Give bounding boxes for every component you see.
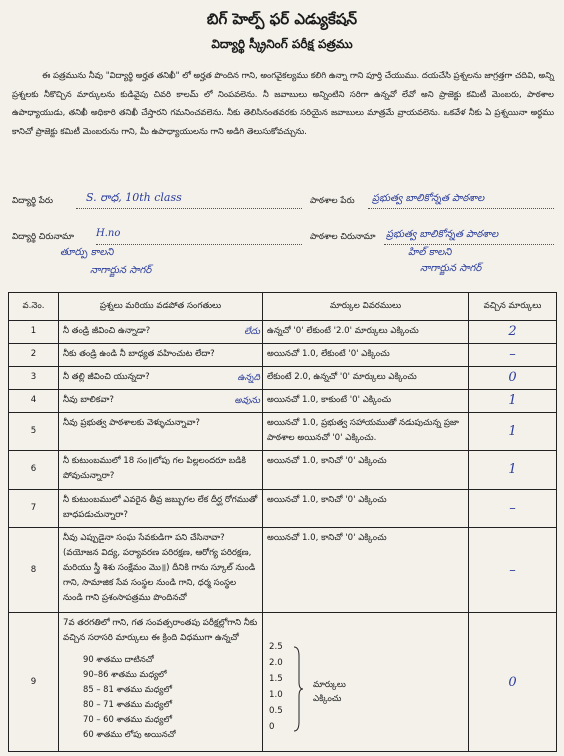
question-text: 7వ తరగతిలో గాని, గత సంవత్సరాంతపు పరీక్షల్లోగాని నీకు వచ్చిన సరాసరి మార్కులు ఈ క్రింది విధముగా ఉన్నచో	[63, 618, 258, 644]
row-score: 2	[469, 321, 557, 344]
student-address-value-1: H.no	[96, 228, 121, 239]
question-text: నీవు బాలికవా?	[63, 394, 114, 405]
row-marks-rule: అయినచో 1.0, ప్రభుత్వ సహాయముతో నడుపుచున్న ప్రజా పాఠశాల అయినచో '0' ఎక్కించు.	[263, 412, 469, 451]
question-text: నీవు ఎప్పుడైనా సంఘ సేవకుడిగా పని చేసినావా? (వయోజన విద్య, పర్యావరణ పరిరక్షణ, ఆరోగ్య పరిరక్షణ, మరియు స్త్రీ శిశు సంక్షేమం మొ॥) దీనికి గాను స్కూల్ నుండి గాని, సామాజిక సేవ సంస్థల నుండి గాని, ధర్మ సంస్థల నుండి గాని ప్రశంసాపత్రము పొందినచో	[63, 533, 256, 604]
row-marks-rule: ఉన్నచో '0' లేకుంటే '2.0' మార్కులు ఎక్కించు	[263, 321, 469, 344]
row-question	[59, 412, 263, 451]
percentage-bands	[83, 652, 258, 742]
row-number: 6	[9, 451, 59, 490]
table-row	[9, 389, 557, 412]
school-address-label: పాఠశాల చిరునామా	[310, 232, 376, 242]
table-header-row	[9, 293, 557, 321]
row-question	[59, 613, 263, 752]
form-subtitle: విద్యార్థి స్క్రీనింగ్ పరీక్ష పత్రము	[211, 37, 353, 51]
question-text: నీ తల్లి జీవించి యున్నదా?	[63, 371, 150, 382]
row-number: 9	[9, 613, 59, 752]
student-address-label: విద్యార్థి చిరునామా	[12, 232, 74, 242]
handwritten-note: ఉన్నది	[237, 372, 260, 383]
handwritten-note: అవును	[234, 395, 260, 406]
student-name-line	[76, 208, 302, 209]
col-header-serial: వ.నెం.	[9, 293, 59, 321]
school-name-label: పాఠశాల పేరు	[310, 196, 355, 206]
row-marks-rule: లేకుంటే 2.0, ఉన్నచో '0' మార్కులు ఎక్కించు	[263, 366, 469, 389]
row-marks-rule: అయినచో 1.0, కాకుంటే '0' ఎక్కించు	[263, 389, 469, 412]
scale-value: 1.5	[269, 674, 283, 685]
row-question	[59, 366, 263, 389]
student-address-value-2: తూర్పు కాలని	[60, 247, 114, 258]
row-number: 3	[9, 366, 59, 389]
question-text: నీ తండ్రి జీవించి ఉన్నాడా?	[63, 326, 151, 336]
row-number: 8	[9, 528, 59, 613]
row-marks-rule: అయినచో 1.0, లేకుంటే '0' ఎక్కించు	[263, 343, 469, 366]
table-row	[9, 451, 557, 490]
table-row	[9, 412, 557, 451]
school-name-value: ప్రభుత్వ బాలికోన్నత పాఠశాల	[372, 193, 485, 204]
handwritten-note: లేదు	[244, 327, 260, 337]
row-score: 0	[469, 366, 557, 389]
student-name-label: విద్యార్థి పేరు	[12, 196, 53, 206]
scale-label-line: మార్కులు	[313, 680, 346, 691]
band-item: 80 – 71 శాతము మధ్యలో	[83, 699, 172, 710]
row-marks-rule: అయినచో 1.0, కానిచో '0' ఎక్కించు	[263, 528, 469, 613]
scale-value: 0	[269, 722, 275, 733]
row-question	[59, 321, 263, 344]
row-number: 2	[9, 343, 59, 366]
row-question	[59, 343, 263, 366]
row-score: 1	[469, 389, 557, 412]
school-name-line	[368, 208, 554, 209]
table-row	[9, 366, 557, 389]
col-header-marks-obtained: వచ్చిన మార్కులు	[469, 293, 557, 321]
right-brace-icon	[293, 646, 303, 732]
scale-value: 2.5	[269, 642, 283, 653]
student-name-value: S. రాధ, 10th class	[86, 191, 182, 204]
table-row	[9, 489, 557, 528]
row-number: 5	[9, 412, 59, 451]
question-text: నీవు ప్రభుత్వ పాఠశాలకు వెళ్ళుచున్నావా?	[63, 417, 200, 428]
col-header-marks-details: మార్కుల వివరములు	[263, 293, 469, 321]
question-text: నీకు తండ్రి ఉండి నీ బాధ్యత వహించుట లేదా?	[63, 348, 215, 359]
scale-value: 0.5	[269, 706, 283, 717]
row-question	[59, 489, 263, 528]
band-item: 85 – 81 శాతము మధ్యలో	[83, 684, 172, 695]
question-text: నీ కుటుంబములో ఎవరైన తీవ్ర జబ్బుగల లేక దీర్ఘ రోగముతో బాధపడుచున్నారా?	[63, 494, 258, 520]
school-address-value-3: నాగార్జున సాగర్	[420, 263, 482, 274]
col-header-questions: ప్రశ్నలు మరియు వడపోత సంగతులు	[59, 293, 263, 321]
student-address-value-3: నాగార్జున సాగర్	[90, 265, 152, 276]
row-score: 1	[469, 412, 557, 451]
row-score: –	[469, 528, 557, 613]
row-score: 0	[469, 613, 557, 752]
band-item: 70 – 60 శాతము మధ్యలో	[83, 714, 172, 725]
marks-scale	[267, 640, 464, 733]
table-row	[9, 321, 557, 344]
row-number: 1	[9, 321, 59, 344]
row-number: 4	[9, 389, 59, 412]
row-score: 1	[469, 451, 557, 490]
row-marks-rule	[263, 613, 469, 752]
school-address-value-2: హిల్ కాలని	[408, 247, 452, 258]
row-marks-rule: అయినచో 1.0, కానిచో '0' ఎక్కించు	[263, 451, 469, 490]
band-item: 60 శాతము లోపు అయినచో	[83, 729, 176, 740]
row-score: –	[469, 489, 557, 528]
question-text: నీ కుటుంబములో 18 సం॥లోపు గల పిల్లలందరూ బడికి పోవుచున్నారా?	[63, 456, 247, 482]
row-number: 7	[9, 489, 59, 528]
row-score: –	[469, 343, 557, 366]
form-title: బిగ్ హెల్ప్ ఫర్ ఎడ్యుకేషన్	[206, 10, 358, 28]
band-item: 90 శాతము దాటినచో	[83, 654, 154, 665]
scale-value: 2.0	[269, 658, 283, 669]
table-row	[9, 613, 557, 752]
row-question	[59, 451, 263, 490]
row-question	[59, 528, 263, 613]
scale-value: 1.0	[269, 690, 283, 701]
band-item: 90–86 శాతము మధ్యలో	[83, 669, 167, 680]
row-question	[59, 389, 263, 412]
student-address-line	[96, 244, 302, 245]
table-row	[9, 528, 557, 613]
table-row	[9, 343, 557, 366]
scale-label-line: ఎక్కించు	[313, 694, 342, 705]
school-address-line	[384, 244, 554, 245]
instructions-paragraph: ఈ పత్రమును నీవు "విద్యార్థి అర్హత తనిఖీ" లో అర్హత పొందిన గాని, అంగవైకల్యము కలిగి ఉన్నా గాని పూర్తి చేయుము. దయచేసి ప్రశ్నలను జాగ్రత్తగా చదివి, అన్ని ప్రశ్నలకు నీకొచ్చిన మార్కులను కుడివైపు చివరి కాలమ్ లో నింపవలెను. నీ జవాబులు అన్నింటిని సరిగా ఉన్నవో లేవో అని ప్రాజెక్టు కమిటీ మెంబరు, పాఠశాల ఉపాధ్యాయుడు, తనిఖీ అధికారి తనిఖీ చేస్తారని గమనించవలెను. నీకు తెలిసినంతవరకు సరియైన జవాబులు మాత్రమే వ్రాయవలెను. ఒకవేళ నీకు ఏ ప్రశ్నయినా అర్థము కానిచో ప్రాజెక్టు కమిటీ మెంబరును గాని, మీ ఉపాధ్యాయులను గాని అడిగి తెలుసుకోవచ్చును.	[12, 70, 554, 136]
row-marks-rule: అయినచో 1.0, కానిచో '0' ఎక్కించు	[263, 489, 469, 528]
school-address-value-1: ప్రభుత్వ బాలికోన్నత పాఠశాల	[386, 229, 499, 240]
scale-label	[313, 678, 346, 706]
questions-table	[8, 292, 557, 752]
